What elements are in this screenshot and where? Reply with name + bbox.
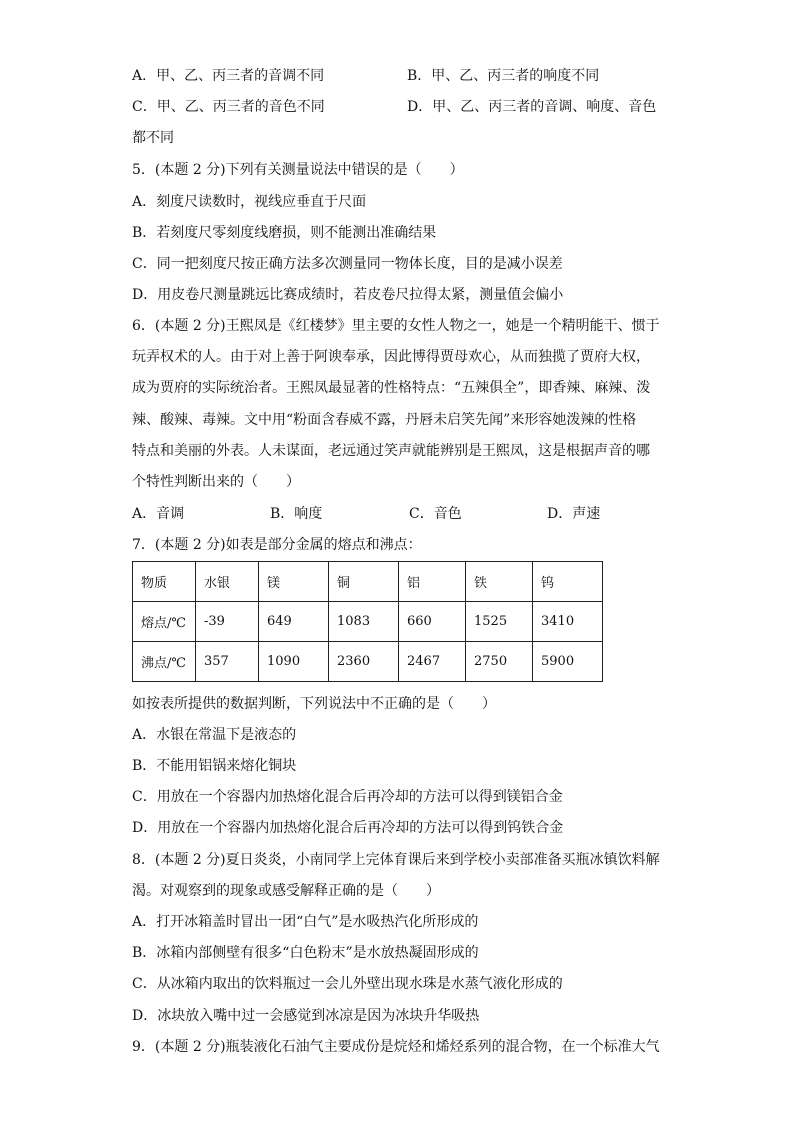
q7-option-c: C．用放在一个容器内加热熔化混合后再冷却的方法可以得到镁铝合金	[132, 789, 563, 805]
table-cell: 钨	[533, 562, 603, 602]
q7-question: 如按表所提供的数据判断，下列说法中不正确的是（ ）	[132, 696, 496, 712]
q8-option-a: A．打开冰箱盖时冒出一团“白气”是水吸热汽化所形成的	[132, 914, 479, 930]
q8-option-b: B．冰箱内部侧壁有很多“白色粉末”是水放热凝固形成的	[132, 945, 479, 961]
q4-option-d: D．甲、乙、丙三者的音调、响度、音色	[407, 99, 657, 115]
q7-stem: 7．(本题 2 分)如表是部分金属的熔点和沸点：	[132, 537, 422, 553]
q4-option-c: C．甲、乙、丙三者的音色不同	[132, 99, 325, 115]
table-cell: 1090	[259, 642, 329, 682]
table-cell: 铝	[399, 562, 466, 602]
table-row	[133, 642, 603, 682]
q5-option-b: B．若刻度尺零刻度线磨损，则不能测出准确结果	[132, 225, 437, 241]
q5-option-c: C．同一把刻度尺按正确方法多次测量同一物体长度，目的是减小误差	[132, 256, 563, 272]
q9-stem-line-1: 9．(本题 2 分)瓶装液化石油气主要成份是烷烃和烯烃系列的混合物，在一个标准大气	[132, 1039, 660, 1055]
q6-stem-line: 玩弄权术的人。由于对上善于阿谀奉承，因此博得贾母欢心，从而独揽了贾府大权，	[132, 349, 650, 365]
q5-option-d: D．用皮卷尺测量跳远比赛成绩时，若皮卷尺拉得太紧，测量值会偏小	[132, 287, 564, 303]
table-cell: 水银	[196, 562, 259, 602]
q6-stem-line: 成为贾府的实际统治者。王熙凤最显著的性格特点：“五辣俱全”，即香辣、麻辣、泼	[132, 380, 651, 396]
table-header-row	[133, 562, 603, 602]
table-cell: 铁	[466, 562, 533, 602]
q8-option-c: C．从冰箱内取出的饮料瓶过一会儿外壁出现水珠是水蒸气液化形成的	[132, 976, 563, 992]
table-cell: 2360	[329, 642, 399, 682]
table-cell: -39	[196, 602, 259, 642]
table-cell: 2750	[466, 642, 533, 682]
q6-stem-line: 6．(本题 2 分)王熙凤是《红楼梦》里主要的女性人物之一，她是一个精明能干、惯于	[132, 318, 660, 334]
q8-stem-line-1: 8．(本题 2 分)夏日炎炎，小南同学上完体育课后来到学校小卖部准备买瓶冰镇饮料解	[132, 852, 660, 868]
q6-stem-line: 辣、酸辣、毒辣。文中用“粉面含春威不露，丹唇未启笑先闻”来形容她泼辣的性格	[132, 412, 637, 428]
q8-option-d: D．冰块放入嘴中过一会感觉到冰凉是因为冰块升华吸热	[132, 1008, 480, 1024]
q6-option-d: D．声速	[547, 506, 601, 522]
table-cell: 镁	[259, 562, 329, 602]
q8-stem-line-2: 渴。对观察到的现象或感受解释正确的是（ ）	[132, 883, 440, 899]
table-cell: 铜	[329, 562, 399, 602]
q4-option-b: B．甲、乙、丙三者的响度不同	[407, 68, 600, 84]
table-row	[133, 602, 603, 642]
table-cell: 1525	[466, 602, 533, 642]
q6-option-c: C．音色	[409, 506, 462, 522]
table-cell: 357	[196, 642, 259, 682]
table-cell: 5900	[533, 642, 603, 682]
q4-option-a: A．甲、乙、丙三者的音调不同	[132, 68, 325, 84]
table-cell: 649	[259, 602, 329, 642]
q6-option-b: B．响度	[270, 506, 323, 522]
table-cell: 沸点/℃	[133, 642, 196, 682]
table-cell: 2467	[399, 642, 466, 682]
table-cell: 660	[399, 602, 466, 642]
table-cell: 物质	[133, 562, 196, 602]
q6-option-a: A．音调	[132, 506, 185, 522]
table-cell: 熔点/℃	[133, 602, 196, 642]
metal-properties-table	[132, 561, 603, 682]
q7-option-d: D．用放在一个容器内加热熔化混合后再冷却的方法可以得到钨铁合金	[132, 820, 564, 836]
q5-option-a: A．刻度尺读数时，视线应垂直于尺面	[132, 194, 367, 210]
q4-option-d-continued: 都不同	[132, 130, 174, 146]
q6-stem-line: 特点和美丽的外表。人未谋面，老远通过笑声就能辨别是王熙凤，这是根据声音的哪	[132, 443, 650, 459]
q5-stem: 5．(本题 2 分)下列有关测量说法中错误的是（ ）	[132, 162, 464, 178]
table-cell: 3410	[533, 602, 603, 642]
q6-stem-line: 个特性判断出来的（ ）	[132, 474, 300, 490]
q7-option-a: A．水银在常温下是液态的	[132, 727, 297, 743]
q7-option-b: B．不能用铝锅来熔化铜块	[132, 758, 297, 774]
table-cell: 1083	[329, 602, 399, 642]
